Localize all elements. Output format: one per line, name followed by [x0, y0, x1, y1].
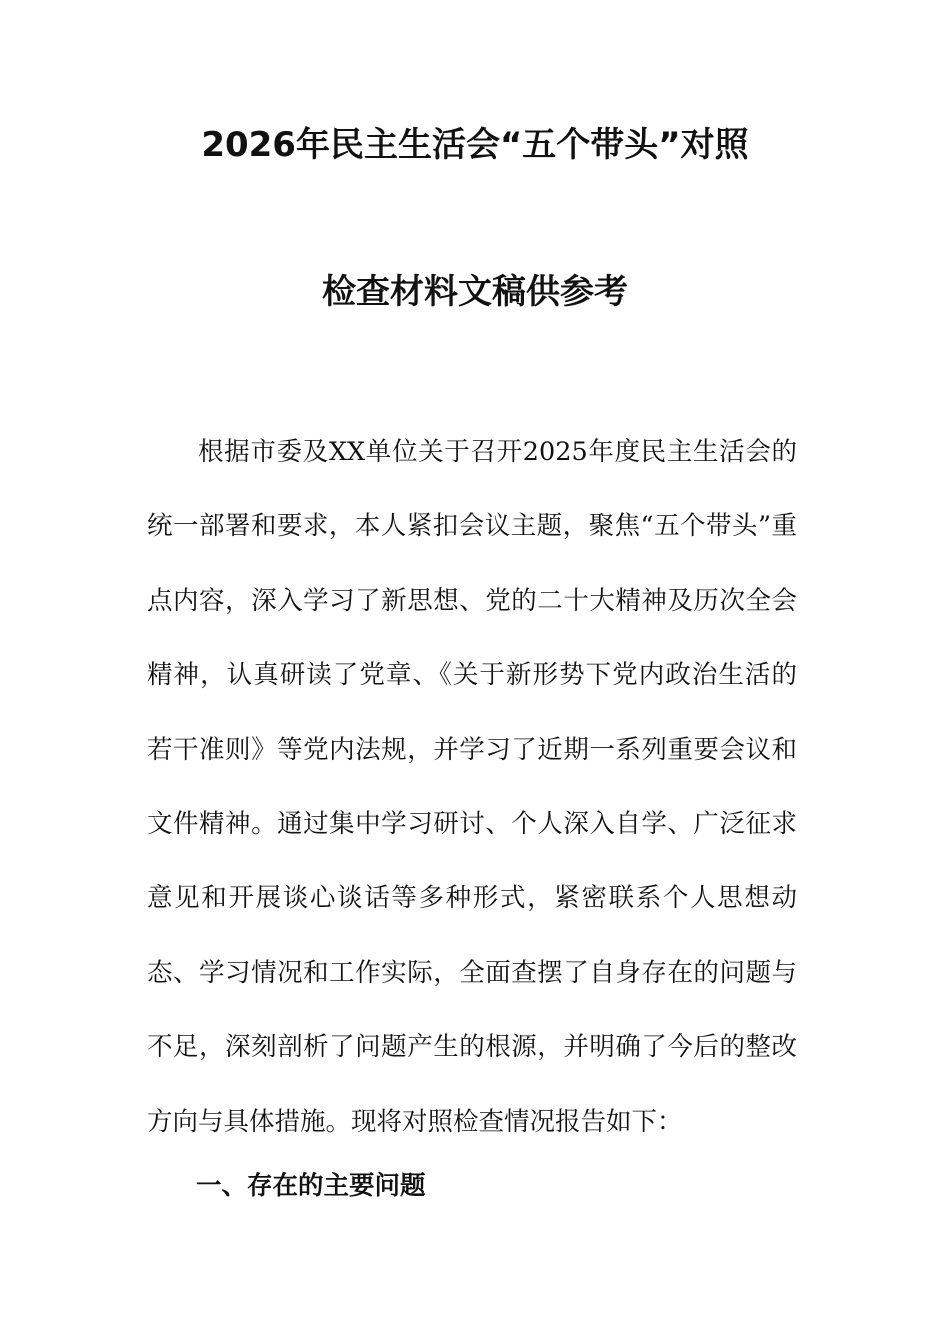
document-body [147, 415, 797, 1159]
section-heading-1: 一、存在的主要问题 [196, 1171, 426, 1201]
document-title-line-1: 2026年民主生活会“五个带头”对照 [201, 125, 749, 165]
document-title-line-2: 检查材料文稿供参考 [322, 272, 628, 312]
intro-paragraph: 根据市委及XX单位关于召开2025年度民主生活会的统一部署和要求，本人紧扣会议主题，聚焦“五个带头”重点内容，深入学习了新思想、党的二十大精神及历次全会精神，认真研读了党章、《关于新形势下党内政治生活的若干准则》等党内法规，并学习了近期一系列重要会议和文件精神。通过集中学习研讨、个人深入自学、广泛征求意见和开展谈心谈话等多种形式，紧密联系个人思想动态、学习情况和工作实际，全面查摆了自身存在的问题与不足，深刻剖析了问题产生的根源，并明确了今后的整改方向与具体措施。现将对照检查情况报告如下： [147, 437, 797, 1137]
